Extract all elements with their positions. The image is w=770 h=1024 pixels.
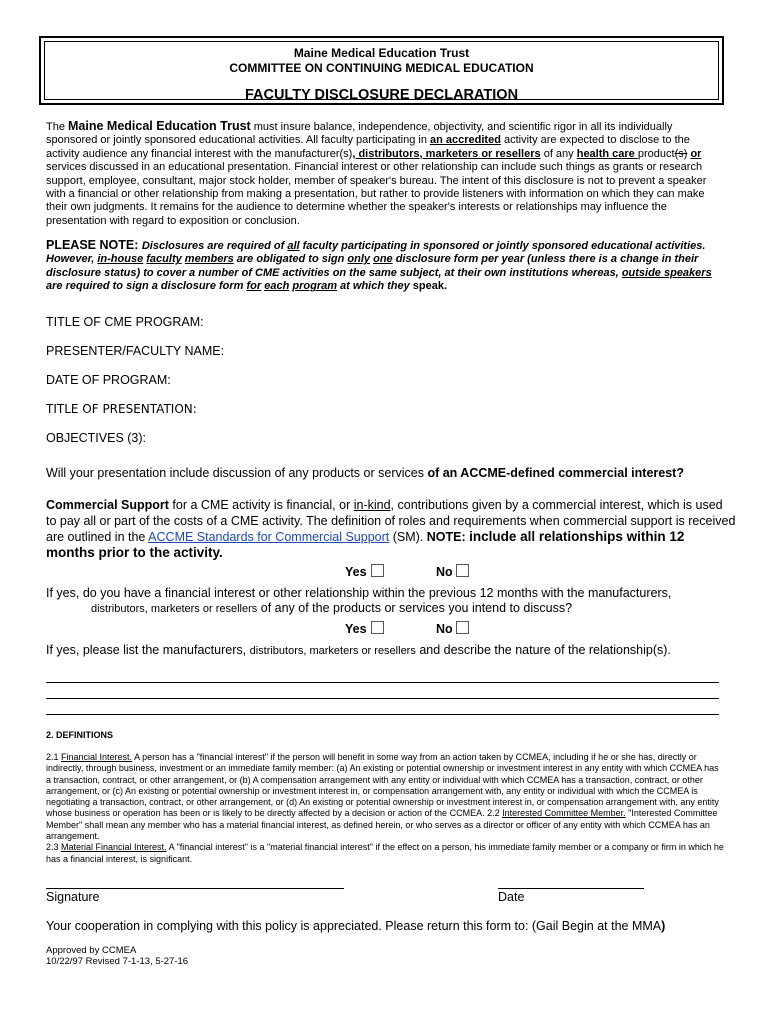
no-label-1: No (436, 565, 453, 579)
presentation-title-field[interactable]: TITLE OF PRESENTATION: (46, 402, 197, 416)
approval-line-2: 10/22/97 Revised 7-1-13, 5-27-16 (46, 956, 189, 967)
no-label-2: No (436, 622, 453, 636)
accme-standards-link[interactable]: ACCME Standards for Commercial Support (148, 530, 390, 544)
financial-interest-question-line2: distributors, marketers or resellers of any of the products or services you intend to discuss? (91, 601, 573, 615)
objectives-field[interactable]: OBJECTIVES (3): (46, 431, 147, 445)
answer-line-2[interactable] (46, 698, 719, 699)
signature-line[interactable] (46, 888, 344, 889)
list-manufacturers-question: If yes, please list the manufacturers, distributors, marketers or resellers and describe the nature of the relationship(s). (46, 643, 671, 657)
header-inner-box (44, 41, 719, 103)
yes-checkbox-2[interactable] (371, 621, 384, 634)
answer-line-1[interactable] (46, 682, 719, 683)
form-title: FACULTY DISCLOSURE DECLARATION (244, 87, 519, 103)
approval-line-1: Approved by CCMEA (46, 945, 137, 956)
no-checkbox-2[interactable] (456, 621, 469, 634)
program-date-field[interactable]: DATE OF PROGRAM: (46, 373, 171, 387)
commercial-support-paragraph: Commercial Support for a CME activity is financial, or in-kind, contributions given by a commercial interest, which is used to pay all or part of the costs of a CME activity. The definition of roles and requirements when commercial support is received are outlined in the ACCME Standards for Commercial Support (SM). NOTE: include all relationships within 12 months prior to the activity. (46, 498, 736, 560)
answer-line-3[interactable] (46, 714, 719, 715)
yes-label-2: Yes (345, 622, 367, 636)
closing-statement: Your cooperation in complying with this policy is appreciated. Please return this form to: (Gail Begin at the MMA) (46, 919, 666, 933)
yes-label-1: Yes (345, 565, 367, 579)
no-checkbox-1[interactable] (456, 564, 469, 577)
header-box (39, 36, 724, 105)
date-line[interactable] (498, 888, 644, 889)
commercial-interest-question: Will your presentation include discussion of any products or services of an ACCME-defined commercial interest? (46, 466, 684, 480)
approval-note (46, 945, 188, 967)
org-name: Maine Medical Education Trust (293, 46, 470, 60)
yes-checkbox-1[interactable] (371, 564, 384, 577)
presenter-name-field[interactable]: PRESENTER/FACULTY NAME: (46, 344, 225, 358)
committee-name: COMMITTEE ON CONTINUING MEDICAL EDUCATION (229, 61, 534, 75)
signature-label: Signature (46, 890, 100, 904)
definitions-heading: 2. DEFINITIONS (46, 730, 114, 740)
cme-program-title-field[interactable]: TITLE OF CME PROGRAM: (46, 315, 204, 329)
intro-paragraph: The Maine Medical Education Trust must insure balance, independence, objectivity, and scientific rigor in all its individually sponsored or jointly sponsored educational activities. All faculty participating in an accredited activity are expected to disclose to the activity audience any financial interest with the manufacturer(s), distributors, marketers or resellers of any health care product(s) or services discussed in an educational presentation. Financial interest or other relationship can include such things as grants or research support, employee, consultant, major stock holder, member of speaker's bureau. The intent of this disclosure is not to prevent a speaker with a financial or other relationship from making a presentation, but rather to provide listeners with information on which they can make their own judgments. It remains for the audience to determine whether the speaker's interests or relationships may influence the presentation with regard to exposition or conclusion. (46, 119, 707, 227)
please-note-paragraph: PLEASE NOTE: Disclosures are required of all faculty participating in sponsored or jointly sponsored educational activities. However, in-house faculty members are obligated to sign only one disclosure form per year (unless there is a change in their disclosure status) to cover a number of CME activities on the same subject, at their own institutions whereas, outside speakers are required to sign a disclosure form for each program at which they speak. (46, 238, 712, 293)
definitions-text: 2.1 Financial Interest. A person has a "financial interest" if the person will benefit in some way from an action taken by CCMEA, including if he or she has, directly or indirectly, through business, investment or an immediate family member: (a) An existing or potential ownership or investment interest in any entity with which CCMEA has a transaction, contract, or other arrangement, or (b) A compensation arrangement with any entity or individual with which CCMEA has a transaction, contract, or other arrangement, or (c) An existing or potential ownership or investment interest in, or compensation arrangement with, any entity or individual with which the CCMEA is negotiating a transaction, contract, or other arrangement, or (d) An existing or potential ownership or investment interest in, or compensation arrangement with, any entity whose business or operation has been or is likely to be directly affected by a decision or action of the CCMEA. 2.2 Interested Committee Member. "Interested Committee Member" shall mean any member who has a material financial interest, as defined herein, or who serves as a director or officer of any entity with which CCMEA has an arrangement. 2.3 Material Financial Interest. A "financial interest" is a "material financial interest" if the effect on a person, his immediate family member or a company or firm in which he has a financial interest, is significant. (46, 752, 724, 864)
date-label: Date (498, 890, 525, 904)
financial-interest-question-line1: If yes, do you have a financial interest or other relationship within the previous 12 months with the manufacturers, (46, 586, 672, 600)
